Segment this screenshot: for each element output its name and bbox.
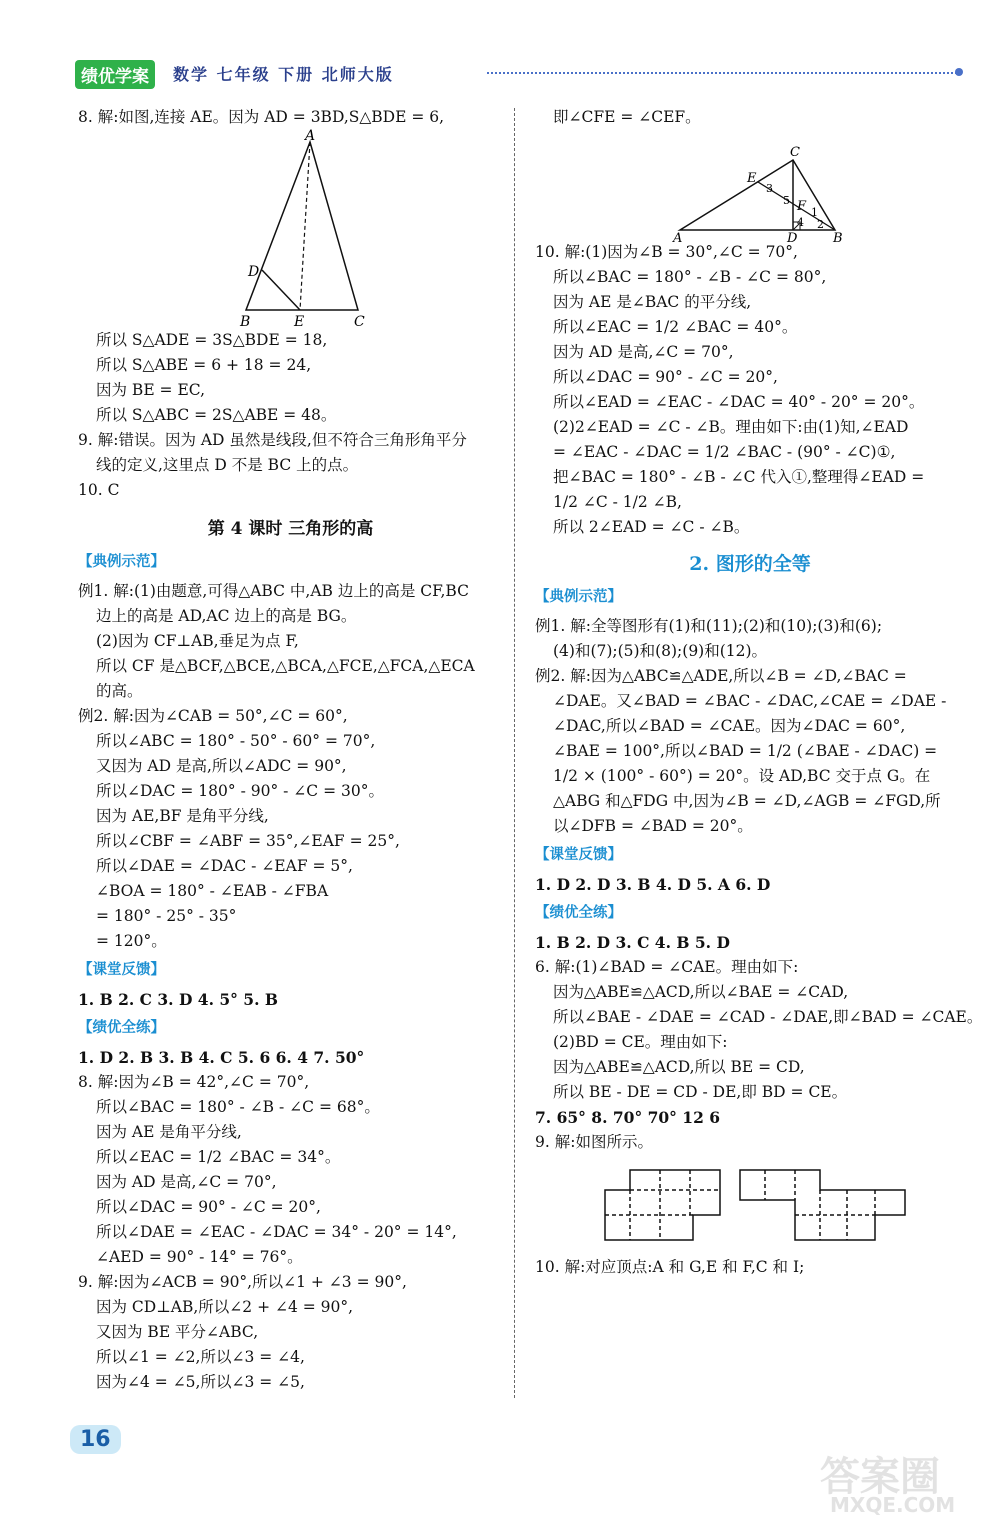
example2-line: ∠DAC,所以∠BAD = ∠CAE。因为∠DAC = 60°, [553, 717, 906, 735]
feedback-answers: 1. D 2. D 3. B 4. D 5. A 6. D [535, 875, 771, 894]
column-divider [514, 108, 515, 1398]
fig2-angle-3: 3 [766, 182, 773, 195]
example1-line: (2)因为 CF⊥AB,垂足为点 F, [96, 632, 299, 650]
example1-line: 的高。 [96, 682, 143, 700]
continued-line: 即∠CFE = ∠CEF。 [553, 108, 701, 126]
p8-line: ∠AED = 90° - 14° = 76°。 [96, 1248, 303, 1266]
section-example: 【典例示范】 [535, 589, 622, 605]
feedback-answers: 1. B 2. C 3. D 4. 5° 5. B [78, 990, 278, 1009]
fig2-label-a: A [673, 231, 683, 246]
q10-line: 所以∠DAC = 90° - ∠C = 20°, [553, 368, 778, 386]
fig2-label-c: C [790, 145, 800, 160]
q9-line: 9. 解:错误。因为 AD 虽然是线段,但不符合三角形角平分 [78, 431, 467, 449]
example2-line: ∠DAE。又∠BAD = ∠BAC - ∠DAC,∠CAE = ∠DAE - [553, 692, 947, 710]
example2-line: 所以∠DAC = 180° - 90° - ∠C = 30°。 [96, 782, 384, 800]
q10-line: 1/2 ∠C - 1/2 ∠B, [553, 493, 682, 511]
right-column [535, 105, 983, 1280]
header-dot [955, 68, 963, 76]
grid-figure [535, 1155, 955, 1255]
q10-line: (2)2∠EAD = ∠C - ∠B。理由如下:由(1)知,∠EAD [553, 418, 909, 436]
page-header [75, 58, 965, 88]
section-practice: 【绩优全练】 [535, 905, 622, 921]
p6-line: 因为△ABE≌△ACD,所以∠BAE = ∠CAD, [553, 983, 849, 1001]
p9-line: 9. 解:因为∠ACB = 90°,所以∠1 + ∠3 = 90°, [78, 1273, 407, 1291]
p8-line: 因为 AE 是角平分线, [96, 1123, 242, 1141]
example1-line: (4)和(7);(5)和(8);(9)和(12)。 [553, 642, 768, 660]
example2-line: ∠BAE = 100°,所以∠BAD = 1/2 (∠BAE - ∠DAC) = [553, 742, 938, 760]
q8-line: 所以 S△ADE = 3S△BDE = 18, [96, 331, 328, 349]
lesson-title: 第 4 课时 三角形的高 [207, 519, 374, 539]
q8-line: 所以 S△ABE = 6 + 18 = 24, [96, 356, 312, 374]
p8-line: 所以∠BAC = 180° - ∠B - ∠C = 68°。 [96, 1098, 380, 1116]
fig2-label-d: D [787, 231, 798, 246]
p9-line: 9. 解:如图所示。 [535, 1133, 653, 1151]
fig2-label-e: E [747, 171, 757, 186]
p8-line: 所以∠EAC = 1/2 ∠BAC = 34°。 [96, 1148, 341, 1166]
page-number: 16 [70, 1425, 121, 1454]
p6-line: 所以 BE - DE = CD - DE,即 BD = CE。 [553, 1083, 848, 1101]
q10-answer: 10. C [78, 481, 120, 499]
example2-line: 以∠DFB = ∠BAD = 20°。 [553, 817, 753, 835]
p10-line: 10. 解:对应顶点:A 和 G,E 和 F,C 和 I; [535, 1258, 805, 1276]
book-subtitle: 数学 七年级 下册 北师大版 [173, 65, 394, 84]
triangle-figure-2 [535, 130, 955, 246]
p9-line: 又因为 BE 平分∠ABC, [96, 1323, 259, 1341]
example2-line: 因为 AE,BF 是角平分线, [96, 807, 269, 825]
p6-line: 因为△ABE≌△ACD,所以 BE = CD, [553, 1058, 805, 1076]
q10-line: 把∠BAC = 180° - ∠B - ∠C 代入①,整理得∠EAD = [553, 468, 925, 486]
q8-intro: 8. 解:如图,连接 AE。因为 AD = 3BD,S△BDE = 6, [78, 108, 445, 126]
watermark-top: 答案圈 [820, 1454, 940, 1500]
example2-line: 所以∠CBF = ∠ABF = 35°,∠EAF = 25°, [96, 832, 400, 850]
example2-line: 例2. 解:因为△ABC≌△ADE,所以∠B = ∠D,∠BAC = [535, 667, 907, 685]
fig1-label-c: C [354, 314, 365, 330]
q10-line: 所以∠BAC = 180° - ∠B - ∠C = 80°, [553, 268, 827, 286]
q8-line: 所以 S△ABC = 2S△ABE = 48。 [96, 406, 337, 424]
example2-line: = 180° - 25° - 35° [96, 907, 237, 925]
q8-line: 因为 BE = EC, [96, 381, 206, 399]
fig1-label-d: D [248, 264, 260, 280]
section-example: 【典例示范】 [78, 554, 165, 570]
p8-line: 所以∠DAC = 90° - ∠C = 20°, [96, 1198, 321, 1216]
p9-line: 所以∠1 = ∠2,所以∠3 = ∠4, [96, 1348, 305, 1366]
brand-badge: 绩优学案 [75, 60, 155, 89]
p6-line: 所以∠BAE - ∠DAE = ∠CAD - ∠DAE,即∠BAD = ∠CAE。 [553, 1008, 983, 1026]
practice-answers: 1. B 2. D 3. C 4. B 5. D [535, 933, 730, 952]
practice-answers: 1. D 2. B 3. B 4. C 5. 6 6. 4 7. 50° [78, 1048, 365, 1067]
p6-line: (2)BD = CE。理由如下: [553, 1033, 728, 1051]
example1-line: 例1. 解:(1)由题意,可得△ABC 中,AB 边上的高是 CF,BC [78, 582, 469, 600]
p7-p8-answers: 7. 65° 8. 70° 70° 12 6 [535, 1108, 721, 1127]
p9-line: 因为∠4 = ∠5,所以∠3 = ∠5, [96, 1373, 305, 1391]
q10-line: 所以 2∠EAD = ∠C - ∠B。 [553, 518, 750, 536]
example1-line: 例1. 解:全等图形有(1)和(11);(2)和(10);(3)和(6); [535, 617, 883, 635]
example2-line: 1/2 × (100° - 60°) = 20°。设 AD,BC 交于点 G。在 [553, 767, 931, 785]
fig2-angle-4: 4 [797, 216, 804, 229]
section-title: 2. 图形的全等 [689, 553, 811, 575]
fig2-angle-1: 1 [811, 206, 818, 219]
triangle-figure-1 [78, 128, 478, 330]
header-dotted-line [487, 72, 957, 74]
q10-line: 10. 解:(1)因为∠B = 30°,∠C = 70°, [535, 243, 798, 261]
example2-line: 又因为 AD 是高,所以∠ADC = 90°, [96, 757, 347, 775]
watermark-bottom: MXQE.COM [830, 1493, 956, 1517]
example2-line: △ABG 和△FDG 中,因为∠B = ∠D,∠AGB = ∠FGD,所 [553, 792, 941, 810]
q10-line: 所以∠EAC = 1/2 ∠BAC = 40°。 [553, 318, 798, 336]
q10-line: 所以∠EAD = ∠EAC - ∠DAC = 40° - 20° = 20°。 [553, 393, 925, 411]
p8-line: 8. 解:因为∠B = 42°,∠C = 70°, [78, 1073, 310, 1091]
q10-line: 因为 AD 是高,∠C = 70°, [553, 343, 734, 361]
p8-line: 因为 AD 是高,∠C = 70°, [96, 1173, 277, 1191]
fig2-label-f: F [797, 199, 807, 214]
example1-line: 所以 CF 是△BCF,△BCE,△BCA,△FCE,△FCA,△ECA [96, 657, 475, 675]
p8-line: 所以∠DAE = ∠EAC - ∠DAC = 34° - 20° = 14°, [96, 1223, 457, 1241]
example1-line: 边上的高是 AD,AC 边上的高是 BG。 [96, 607, 357, 625]
fig1-label-b: B [240, 314, 251, 330]
left-column [78, 105, 503, 1395]
example2-line: ∠BOA = 180° - ∠EAB - ∠FBA [96, 882, 329, 900]
fig1-label-e: E [294, 314, 305, 330]
q10-line: 因为 AE 是∠BAC 的平分线, [553, 293, 752, 311]
example2-line: = 120°。 [96, 932, 167, 950]
p6-line: 6. 解:(1)∠BAD = ∠CAE。理由如下: [535, 958, 799, 976]
q9-line: 线的定义,这里点 D 不是 BC 上的点。 [96, 456, 359, 474]
fig2-label-b: B [833, 231, 843, 246]
q10-line: = ∠EAC - ∠DAC = 1/2 ∠BAC - (90° - ∠C)①, [553, 443, 896, 461]
example2-line: 所以∠DAE = ∠DAC - ∠EAF = 5°, [96, 857, 353, 875]
p9-line: 因为 CD⊥AB,所以∠2 + ∠4 = 90°, [96, 1298, 354, 1316]
section-practice: 【绩优全练】 [78, 1020, 165, 1036]
example2-line: 所以∠ABC = 180° - 50° - 60° = 70°, [96, 732, 376, 750]
section-feedback: 【课堂反馈】 [78, 962, 165, 978]
fig1-label-a: A [305, 128, 316, 144]
section-feedback: 【课堂反馈】 [535, 847, 622, 863]
watermark [820, 1445, 985, 1520]
example2-line: 例2. 解:因为∠CAB = 50°,∠C = 60°, [78, 707, 348, 725]
fig2-angle-5: 5 [783, 194, 790, 207]
fig2-angle-2: 2 [817, 218, 824, 231]
